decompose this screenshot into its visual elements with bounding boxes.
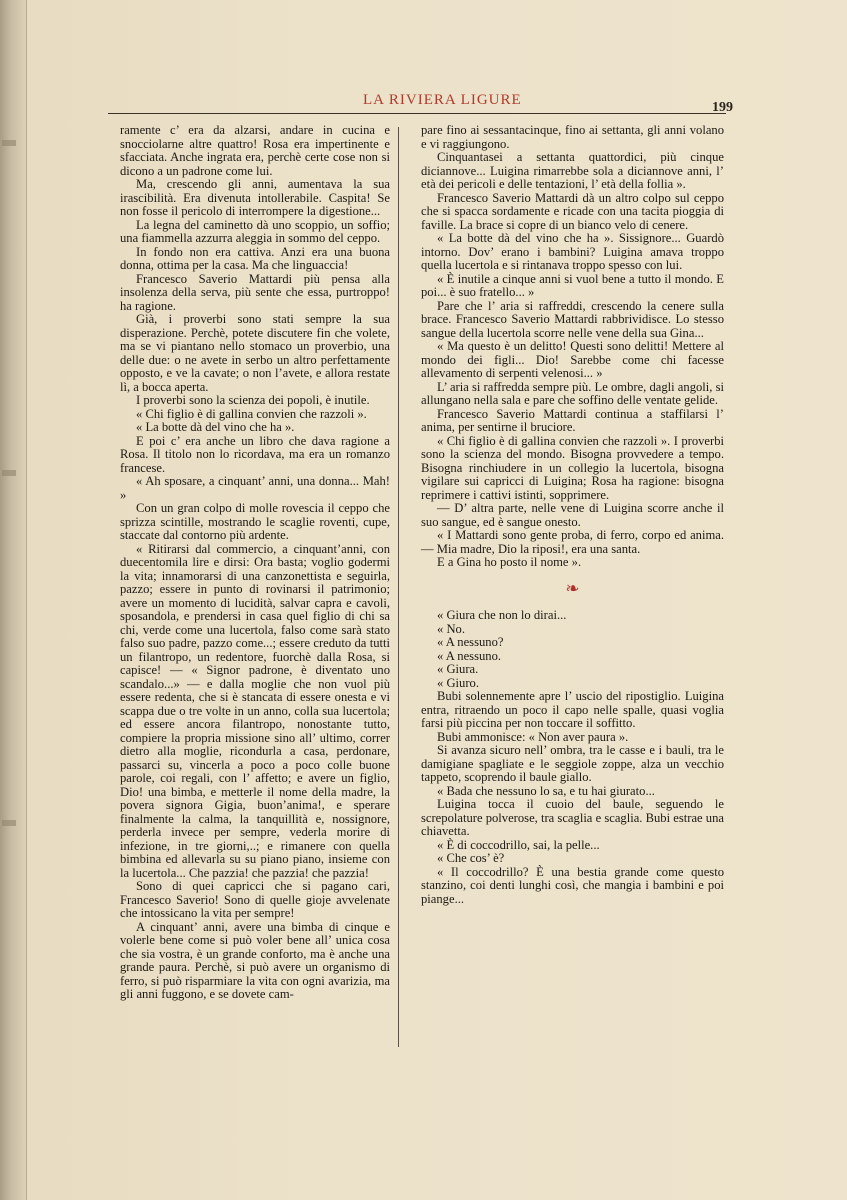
running-title: LA RIVIERA LIGURE — [363, 92, 522, 108]
paragraph: « La botte dà del vino che ha ». — [136, 420, 295, 434]
binding-mark — [2, 140, 16, 146]
paragraph: « Ritirarsi dal commercio, a cinquant’anni, con duecentomila lire e dirsi: Ora basta; voglio godermi la vita; innamorarsi di una canzonettista e seguirla, pazzo; essere in punto di rovinarsi il patrimonio; avere un momento di lucidità, salvar capra e cavoli, sposandola, e prendersi in casa quel figlio di chi sa chi, verde come una lucertola, falso come sarà stato falso suo padre, pazzo come...; essere creduto da tutti un filantropo, un redentore, fuorchè dalla Rosa, si capisce! — « Signor padrone, è diventato uno scandalo...» — e dalla moglie che non vuol più essere redenta, che si è stancata di essere onesta e vi scappa due o tre volte in un anno, colla sua lucertola; ed essere ancora filantropo, nonostante tutto, compiere la propria missione sino all’ ultimo, correr dietro alla moglie, ricondurla a casa, perdonare, passarci su, vincerla a poco a poco colle buone parole, coi regali, con l’ affetto; e avere un figlio, Dio! una bimba, e metterle il nome della madre, la povera signora Gigia, buon’anima!, e sperare finalmente la calma, la tanquillità e, nossignore, perderla invece per sempre, vederla morire di infezione, in tre giorni,..; e rimanere con quella bimbina ed allevarla su su piano piano, insieme con la lucertola... Che pazzia! che pazzia! che pazzia! — [120, 541, 390, 880]
paragraph: Con un gran colpo di molle rovescia il ceppo che sprizza scintille, mostrando le scaglie roventi, cupe, staccate dal contorno più ardente. — [120, 501, 390, 542]
paragraph: Ma, crescendo gli anni, aumentava la sua irascibilità. Era divenuta intollerabile. Caspita! Se non fosse il pericolo di interrompere la digestione... — [120, 177, 390, 218]
paragraph: L’ aria si raffredda sempre più. Le ombre, dagli angoli, si allungano nella sala e pare che soffino delle ventate gelide. — [421, 379, 724, 407]
paragraph: « Il coccodrillo? È una bestia grande come questo stanzino, coi denti lunghi così, che mangia i bambini e poi piange... — [421, 864, 724, 906]
binding-mark — [2, 470, 16, 476]
page-number: 199 — [712, 100, 733, 115]
paragraph: Già, i proverbi sono stati sempre la sua disperazione. Perchè, potete discutere fin che volete, ma se vi piantano nello stomaco un proverbio, una delle due: o ne avete in serbo un altro perfettamente opposto, e ve la cavate; o non l’avete, e allora restate lì, a bocca aperta. — [120, 312, 390, 394]
paragraph: ramente c’ era da alzarsi, andare in cucina e snocciolarne altre quattro! Rosa era impertinente e sfacciata. Anche ingrata era, perchè certe cose non si dicono a un padrone come lui. — [120, 123, 390, 178]
paragraph: Francesco Saverio Mattardi più pensa alla insolenza della serva, più sente che essa, purtroppo! ha ragione. — [120, 271, 390, 313]
paragraph: Bubi solennemente apre l’ uscio del ripostiglio. Luigina entra, ritraendo un poco il capo nelle spalle, quasi voglia farsi più piccina per non toccare il soffitto. — [421, 689, 724, 730]
paragraph: « Che cos’ è? — [437, 851, 505, 865]
dialogue-line: « A nessuno? — [437, 635, 504, 649]
paragraph: « Ma questo è un delitto! Questi sono delitti! Mettere al mondo dei figli... Dio! Sarebbe come chi facesse allevamento di serpenti velenosi... » — [421, 339, 724, 380]
left-column — [120, 124, 390, 1002]
dialogue-line: « Giura. — [437, 662, 479, 676]
column-divider — [398, 127, 399, 1047]
section-ornament: ❧ — [565, 578, 580, 598]
right-column — [421, 124, 724, 906]
paragraph: « I Mattardi sono gente proba, di ferro, corpo ed anima. — Mia madre, Dio la riposi!, era una santa. — [421, 528, 724, 556]
paragraph: A cinquant’ anni, avere una bimba di cinque e volerle bene come si può voler bene all’ unica cosa che sia vostra, è un grande conforto, ma è anche una grande paura. Perchè, si può avere un organismo di ferro, si può risparmiare la vita con ogni avarizia, ma gli anni fuggono, e se dovete cam- — [120, 919, 390, 1001]
paragraph: pare fino ai sessantacinque, fino ai settanta, gli anni volano e vi raggiungono. — [421, 123, 724, 151]
paragraph: « Chi figlio è di gallina convien che razzoli ». — [136, 406, 367, 421]
paragraph: In fondo non era cattiva. Anzi era una buona donna, ottima per la casa. Ma che linguaccia! — [120, 244, 390, 272]
paragraph: « La botte dà del vino che ha ». Sissignore... Guardò intorno. Dov’ erano i bambini? Luigina amava troppo quella lucertola e si rintanava troppo spesso con lui. — [421, 231, 724, 272]
paragraph: Francesco Saverio Mattardi dà un altro colpo sul ceppo che si spacca sordamente e ricade con una tacita pioggia di faville. La brace si copre di un bianco velo di cenere. — [421, 190, 724, 232]
paragraph: I proverbi sono la scienza dei popoli, è inutile. — [136, 393, 370, 407]
paragraph: Sono di quei capricci che si pagano cari, Francesco Saverio! Sono di quelle gioje avvelenate che intossicano la vita per sempre! — [120, 879, 390, 920]
paragraph: « Bada che nessuno lo sa, e tu hai giurato... — [437, 783, 655, 798]
paragraph: La legna del caminetto dà uno scoppio, un soffio; una fiammella azzurra aleggia in sommo del ceppo. — [120, 217, 390, 245]
book-spine — [0, 0, 27, 1200]
paragraph: « Ah sposare, a cinquant’ anni, una donna... Mah! » — [120, 474, 390, 502]
paragraph: E poi c’ era anche un libro che dava ragione a Rosa. Il titolo non lo ricordava, ma era un romanzo francese. — [120, 433, 390, 475]
paragraph: « È inutile a cinque anni si vuol bene a tutto il mondo. E poi... è suo fratello... » — [421, 271, 724, 299]
dialogue-line: « Giura che non lo dirai... — [437, 608, 567, 622]
paragraph: Cinquantasei a settanta quattordici, più cinque diciannove... Luigina rimarrebbe sola a diciannove anni, l’ età dei pericoli e delle tentazioni, l’ età della follia ». — [421, 150, 724, 191]
paragraph: « Chi figlio è di gallina convien che razzoli ». I proverbi sono la scienza del mondo. Bisogna provvedere a tempo. Bisogna rinchiudere in un collegio la lucertola, bisogna vigilare sui capricci di Luigina; Rosa ha ragione: bisogna reprimere i cattivi istinti, sopprimere. — [421, 433, 724, 502]
paragraph: Luigina tocca il cuoio del baule, seguendo le screpolature polverose, tra scaglia e scaglia. Bubi estrae una chiavetta. — [421, 797, 724, 838]
paragraph: Si avanza sicuro nell’ ombra, tra le casse e i bauli, tra le damigiane spagliate e le seggiole zoppe, alza un vecchio tappeto, scoprendo il baule giallo. — [421, 743, 724, 784]
paragraph: — D’ altra parte, nelle vene di Luigina scorre anche il suo sangue, ed è sangue onesto. — [421, 501, 724, 529]
paragraph: Francesco Saverio Mattardi continua a staffilarsi l’ anima, per sentirne il bruciore. — [421, 406, 724, 434]
paragraph: Pare che l’ aria si raffreddi, crescendo la cenere sulla brace. Francesco Saverio Mattardi rabbrividisce. Lo stesso sangue della lucertola scorre nelle vene della sua Gina... — [421, 298, 724, 340]
header-rule — [108, 113, 726, 114]
paragraph: « È di coccodrillo, sai, la pelle... — [437, 837, 600, 852]
dialogue-line: « Giuro. — [437, 675, 479, 690]
paragraph: E a Gina ho posto il nome ». — [437, 555, 582, 569]
paragraph: Bubi ammonisce: « Non aver paura ». — [437, 729, 629, 744]
dialogue-line: « A nessuno. — [437, 648, 502, 663]
binding-mark — [2, 820, 16, 826]
dialogue-line: « No. — [437, 621, 465, 636]
page-header — [108, 92, 733, 114]
